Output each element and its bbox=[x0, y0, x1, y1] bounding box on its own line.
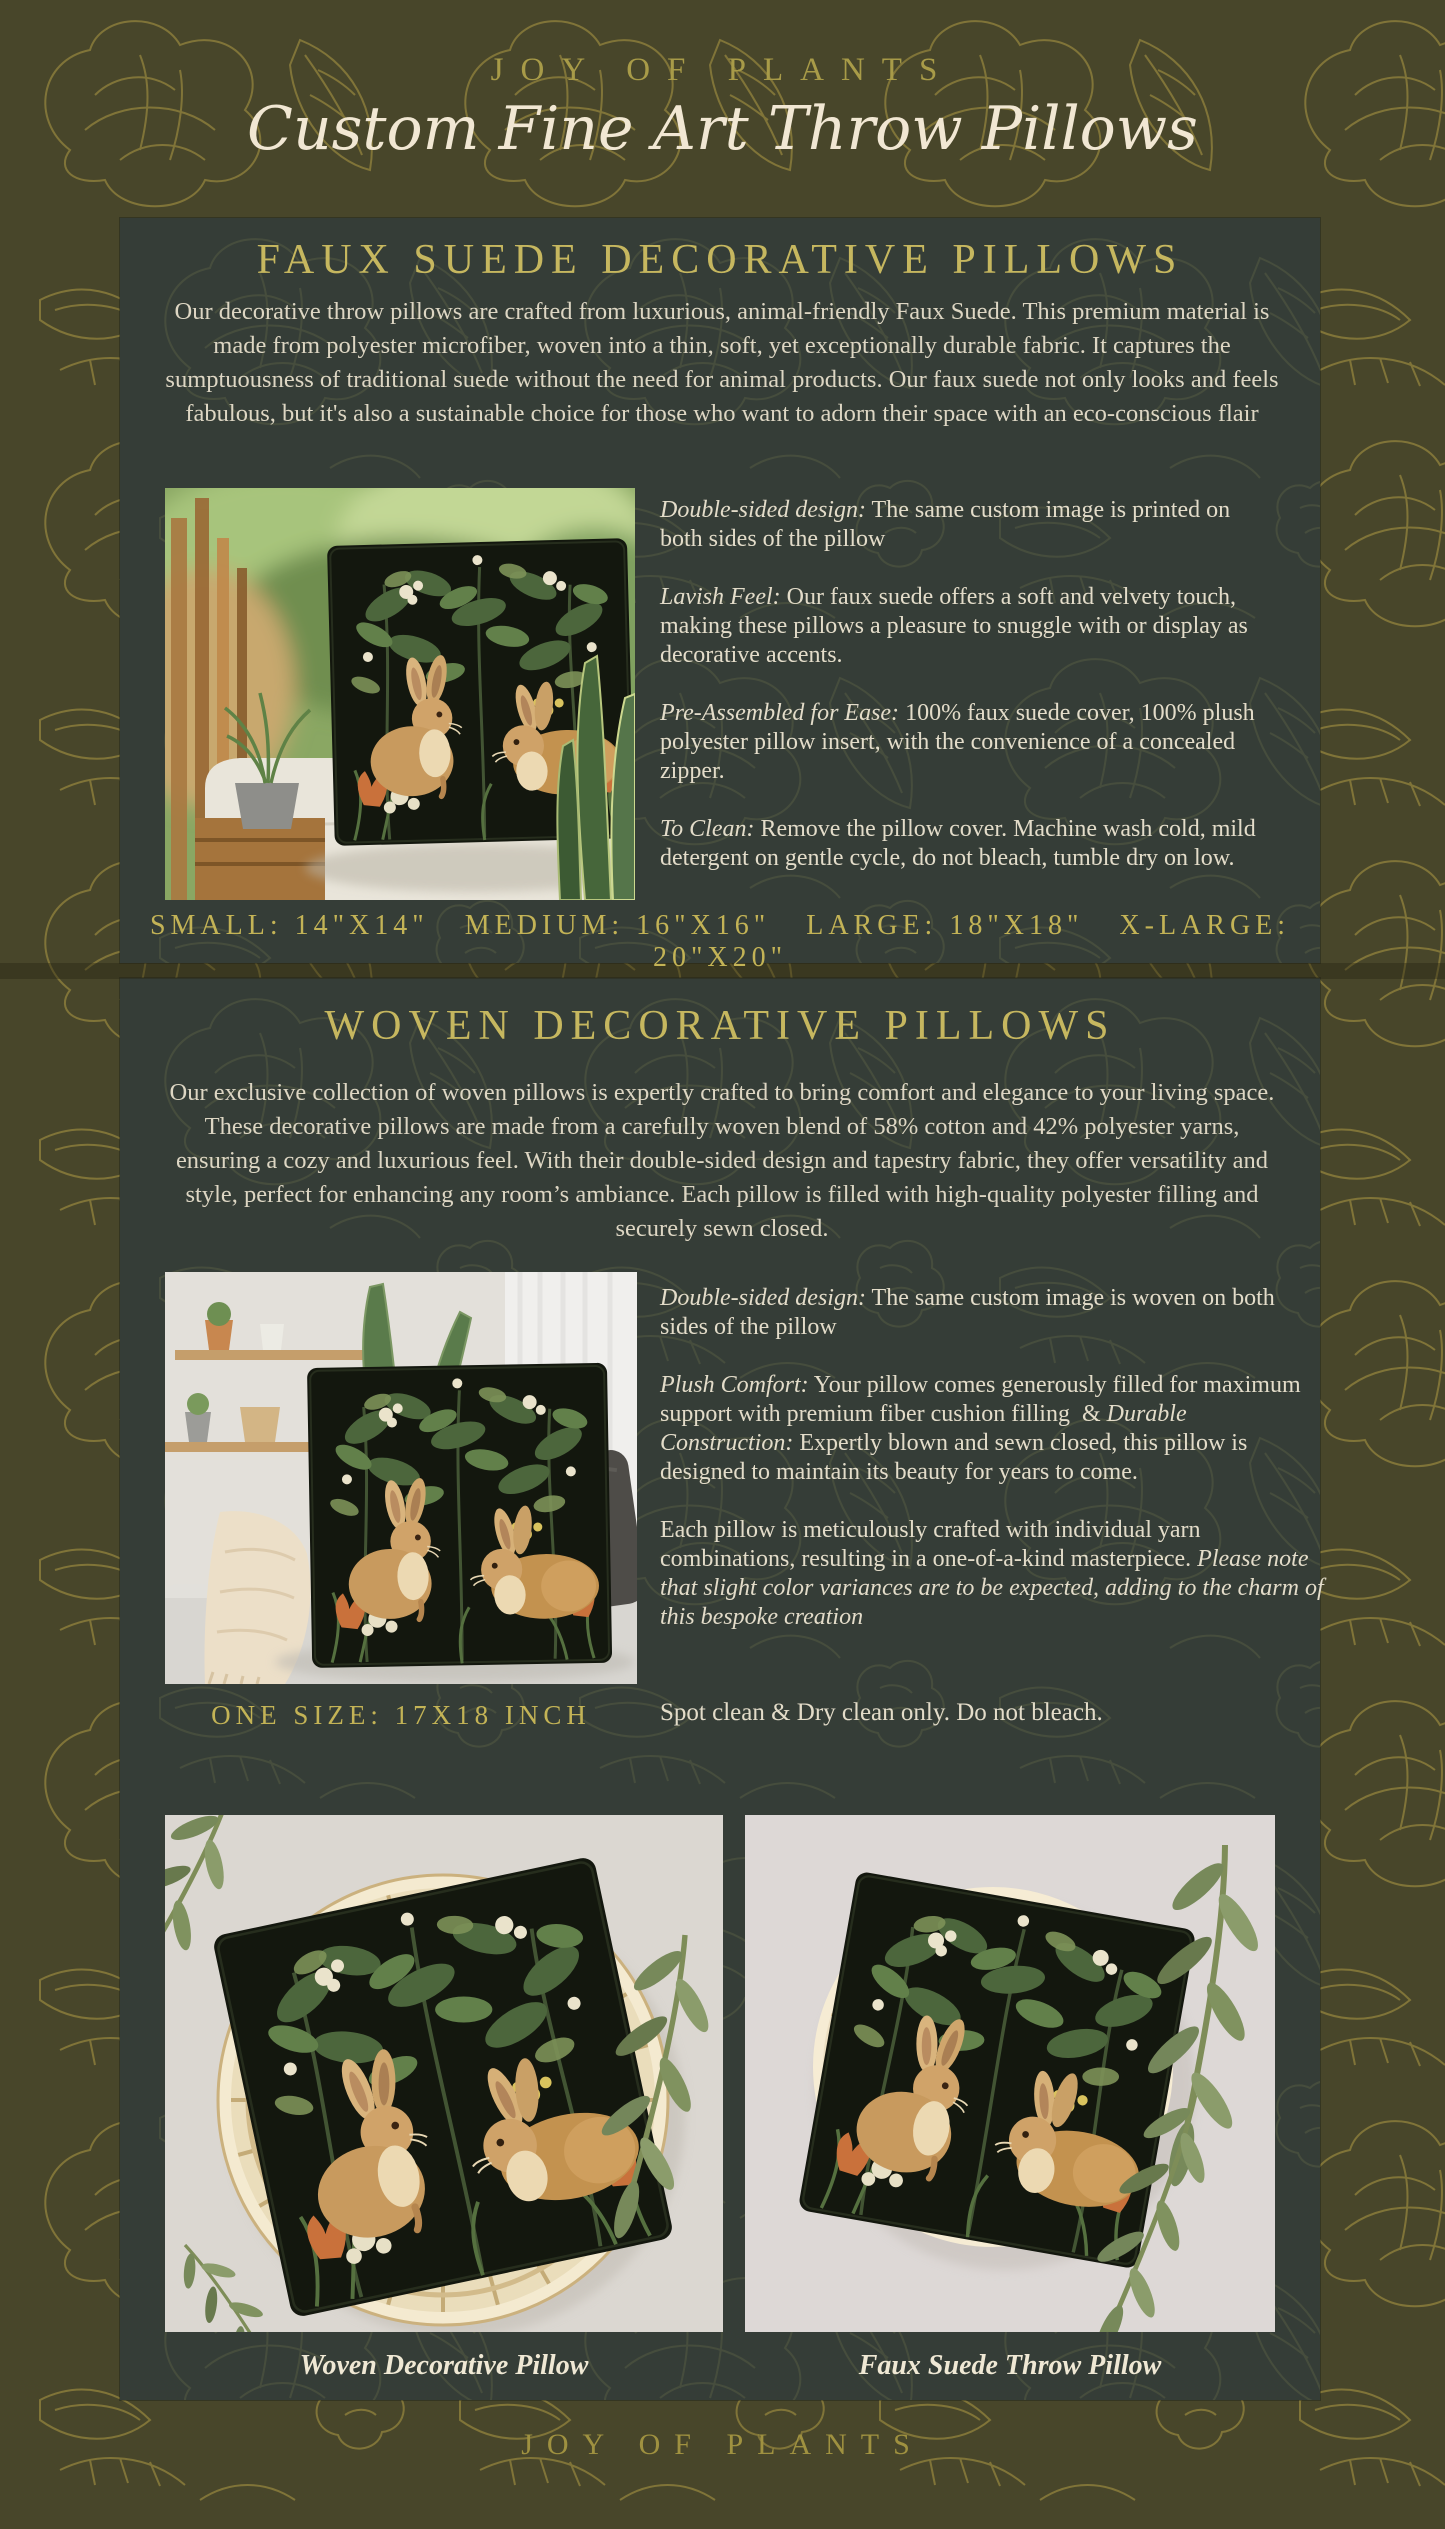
feature-double-sided-woven: Double-sided design: The same custom image is woven on both sides of the pillow bbox=[660, 1285, 1275, 1340]
faux-suede-title: FAUX SUEDE DECORATIVE PILLOWS bbox=[256, 237, 1184, 283]
gallery-photo-woven bbox=[165, 1815, 723, 2332]
woven-lifestyle-photo bbox=[165, 1272, 637, 1684]
woven-title: WOVEN DECORATIVE PILLOWS bbox=[324, 1003, 1116, 1049]
caption-woven: Woven Decorative Pillow bbox=[299, 2350, 589, 2381]
gallery-photo-faux-suede bbox=[745, 1815, 1275, 2332]
plant-pot bbox=[235, 783, 299, 829]
side-table bbox=[195, 818, 325, 900]
feature-to-clean: To Clean: Remove the pillow cover. Machine wash cold, mild detergent on gentle cycle, do not bleach, tumble dry on low. bbox=[660, 816, 1256, 871]
pillow-faux-suede-flatlay bbox=[798, 1871, 1197, 2270]
faux-suede-lifestyle-photo bbox=[165, 488, 635, 900]
woven-intro: Our exclusive collection of woven pillows is expertly crafted to bring comfort and elegance to your living space. These decorative pillows are made from a carefully woven blend of 58% cotton and 42% polyester yarns, ensuring a cozy and luxurious feel. With their double-sided design and tapestry fabric, they offer versatility and style, perfect for enhancing any room’s ambiance. Each pillow is filled with high-quality polyester filling and securely sewn closed. bbox=[169, 1079, 1275, 1242]
tagline: Custom Fine Art Throw Pillows bbox=[247, 94, 1198, 164]
feature-lavish-feel: Lavish Feel: Our faux suede offers a soft and velvety touch, making these pillows a pleasure to snuggle with or display as decorative accents. bbox=[660, 584, 1248, 668]
brand-footer: JOY OF PLANTS bbox=[521, 2428, 924, 2461]
pillow-woven bbox=[307, 1363, 612, 1668]
caption-faux-suede: Faux Suede Throw Pillow bbox=[858, 2350, 1162, 2381]
feature-one-of-a-kind: Each pillow is meticulously crafted with individual yarn combinations, resulting in a one-of-a-kind masterpiece. Please note that slight color variances are to be expected, adding to the charm of this bespoke creation bbox=[660, 1517, 1324, 1630]
faux-suede-features bbox=[660, 496, 1272, 902]
faux-suede-intro: Our decorative throw pillows are crafted from luxurious, animal-friendly Faux Suede. This premium material is made from polyester microfiber, woven into a thin, soft, yet exceptionally durable fabric. It captures the sumptuousness of traditional suede without the need for animal products. Our faux suede not only looks and feels fabulous, but it's also a sustainable choice for those who want to adorn their space with an eco-conscious flair bbox=[165, 298, 1279, 427]
feature-plush-durable: Plush Comfort: Your pillow comes generously filled for maximum support with premium fiber cushion filling & Durable Construction: Expertly blown and sewn closed, this pillow is designed to maintain its beauty for years to come. bbox=[660, 1372, 1301, 1485]
feature-double-sided: Double-sided design: The same custom image is printed on both sides of the pillow bbox=[660, 497, 1231, 552]
woven-features bbox=[660, 1284, 1325, 1661]
faux-suede-sizes: SMALL: 14"X14" MEDIUM: 16"X16" LARGE: 18"X18" X-LARGE: 20"X20" bbox=[149, 910, 1291, 973]
brand-header: JOY OF PLANTS bbox=[490, 52, 955, 88]
feature-pre-assembled: Pre-Assembled for Ease: 100% faux suede cover, 100% plush polyester pillow insert, with the convenience of a concealed zipper. bbox=[660, 700, 1255, 784]
woven-care: Spot clean & Dry clean only. Do not bleach. bbox=[660, 1699, 1103, 1726]
pillow-woven-flatlay bbox=[212, 1856, 675, 2319]
woven-size-label: ONE SIZE: 17X18 INCH bbox=[211, 1700, 591, 1730]
